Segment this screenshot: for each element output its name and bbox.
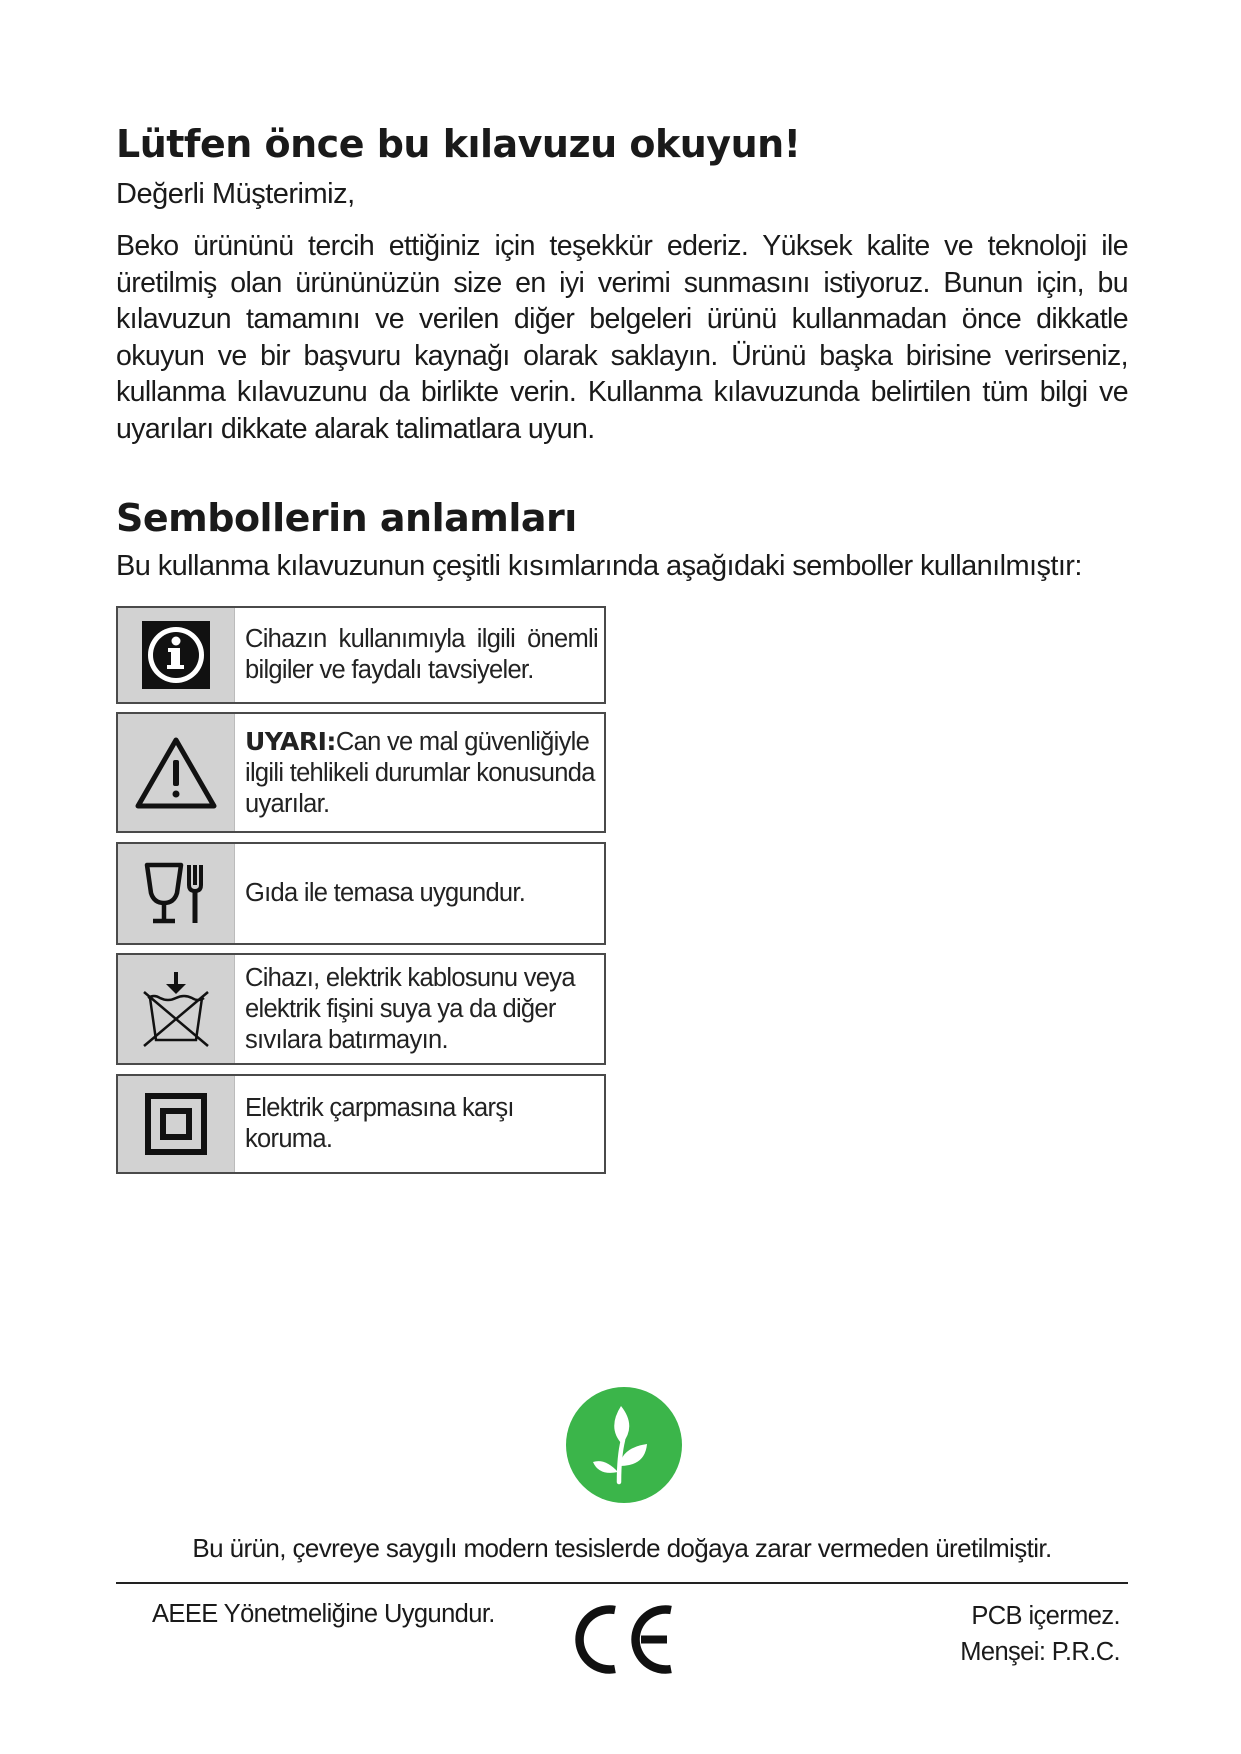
symbol-text: UYARI:Can ve mal güvenliğiyle ilgili tehlikeli durumlar konusunda uyarılar.: [245, 726, 595, 818]
warning-label: UYARI:: [245, 726, 336, 756]
symbol-row-info: [116, 606, 606, 704]
double-insulation-icon: [118, 1076, 235, 1172]
symbol-text: Elektrik çarpmasına karşı koruma.: [245, 1094, 514, 1153]
eco-leaf-icon: [565, 1386, 683, 1504]
symbols-subtitle: Bu kullanma kılavuzunun çeşitli kısımlarında aşağıdaki semboller kullanılmıştır:: [116, 550, 1082, 582]
symbol-row-warning: [116, 712, 606, 833]
food-contact-icon: [118, 844, 235, 943]
greeting: Değerli Müşterimiz,: [116, 178, 355, 210]
symbol-text: Cihazın kullanımıyla ilgili önemli bilgiler ve faydalı tavsiyeler.: [245, 625, 598, 684]
page-title: Lütfen önce bu kılavuzu okuyun!: [116, 122, 801, 166]
intro-paragraph: Beko ürününü tercih ettiğiniz için teşekkür ederiz. Yüksek kalite ve teknoloji ile üretilmiş olan ürününüzün size en iyi verimi sunmasını istiyoruz. Bunun için, bu kılavuzun tamamını ve verilen diğer belgeleri ürünü kullanmadan önce dikkatle okuyun ve bir başvuru kaynağı olarak saklayın. Ürünü başka birisine verirseniz, kullanma kılavuzunu da birlikte verin. Kullanma kılavuzunda belirtilen tüm bilgi ve uyarıları dikkate alarak talimatlara uyun.: [116, 230, 1128, 445]
symbol-row-double-insulation: [116, 1074, 606, 1174]
eco-statement: Bu ürün, çevreye saygılı modern tesislerde doğaya zarar vermeden üretilmiştir.: [192, 1533, 1052, 1563]
footer-divider: [116, 1582, 1128, 1584]
do-not-immerse-icon: [118, 955, 235, 1063]
aeee-compliance: AEEE Yönetmeliğine Uygundur.: [152, 1600, 495, 1628]
symbol-text: Gıda ile temasa uygundur.: [245, 879, 526, 907]
pcb-statement: PCB içermez.: [971, 1602, 1120, 1630]
warning-icon: [118, 714, 235, 831]
info-icon: [118, 608, 235, 702]
ce-mark-icon: [571, 1602, 676, 1677]
pcb-origin-info: [960, 1598, 1120, 1670]
origin-statement: Menşei: P.R.C.: [960, 1638, 1120, 1666]
symbols-title: Sembollerin anlamları: [116, 496, 577, 540]
symbol-row-do-not-immerse: [116, 953, 606, 1065]
symbol-row-food-contact: [116, 842, 606, 945]
symbol-text: Cihazı, elektrik kablosunu veya elektrik fişini suya ya da diğer sıvılara batırmayın.: [245, 963, 575, 1054]
